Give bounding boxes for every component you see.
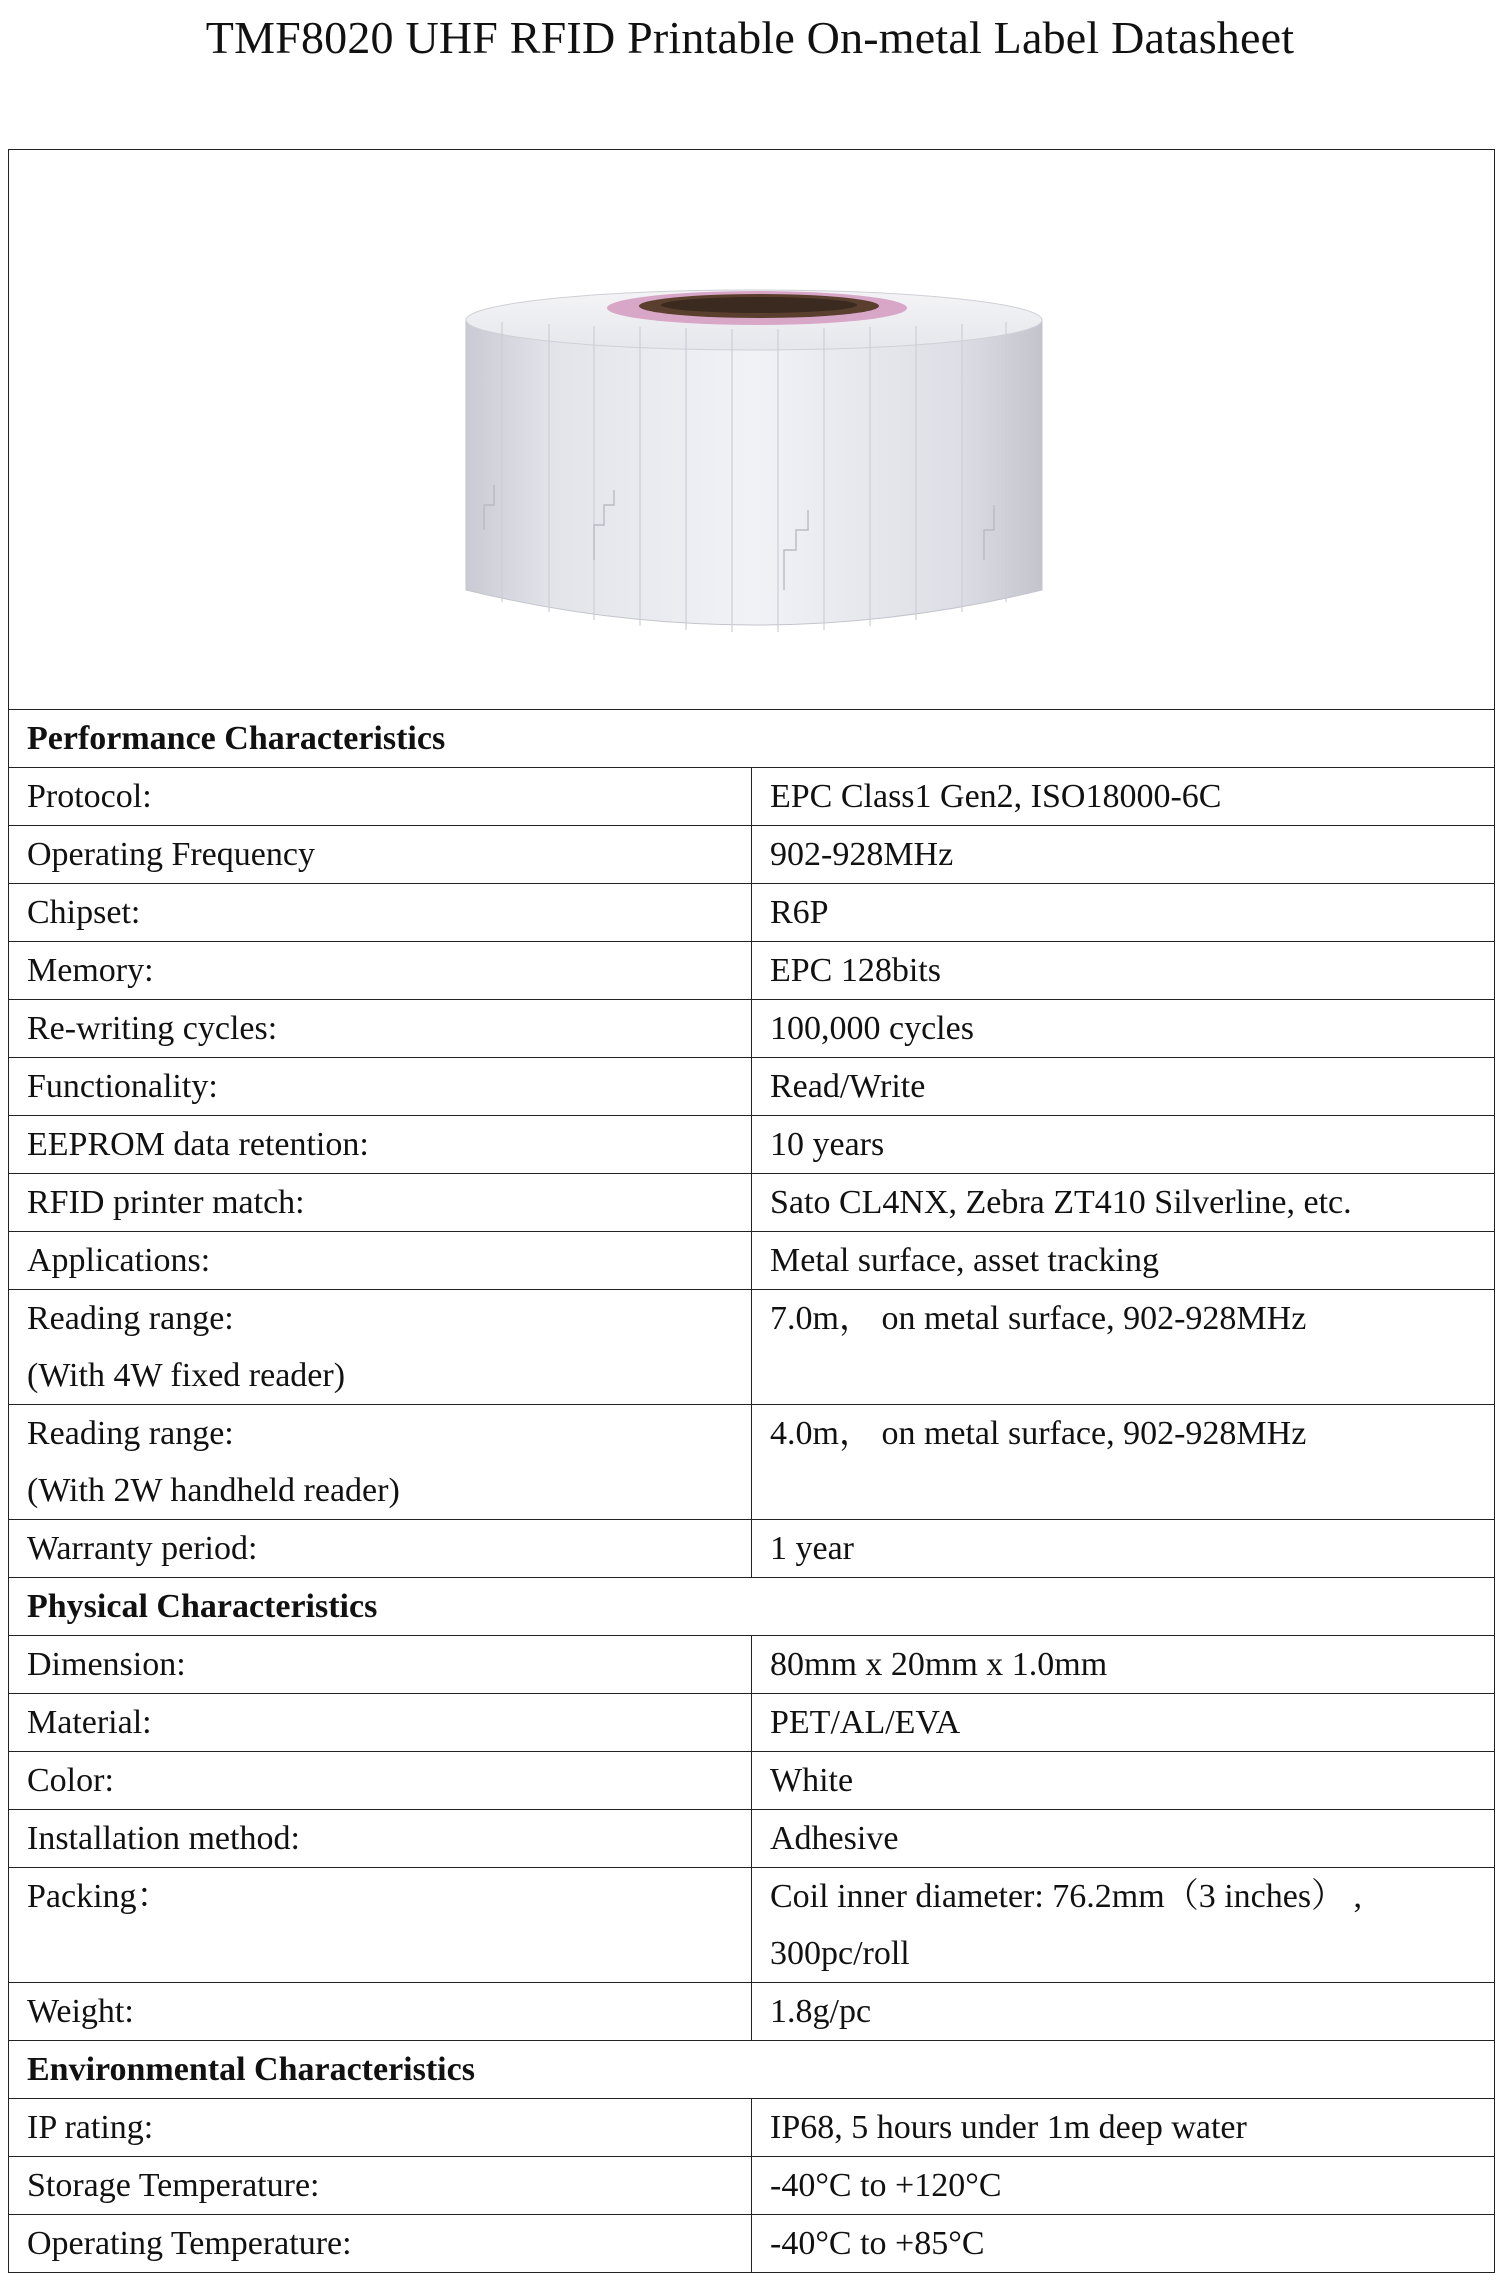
spec-value: IP68, 5 hours under 1m deep water: [752, 2099, 1495, 2157]
spec-label: [9, 1232, 752, 1290]
spec-label: [9, 1174, 752, 1232]
spec-value: R6P: [752, 884, 1495, 942]
spec-row: [9, 1868, 1495, 1983]
image-row: [9, 150, 1495, 710]
datasheet-table: [8, 149, 1495, 2273]
spec-row: [9, 1116, 1495, 1174]
spec-row: [9, 1694, 1495, 1752]
spec-label-line: Operating Temperature:: [27, 2225, 352, 2262]
spec-label-line: IP rating:: [27, 2109, 154, 2146]
spec-label-line: Re-writing cycles:: [27, 1010, 278, 1047]
spec-value: 10 years: [752, 1116, 1495, 1174]
spec-label-line: Dimension:: [27, 1646, 186, 1683]
spec-label: [9, 2215, 752, 2273]
spec-row: [9, 1232, 1495, 1290]
spec-row: [9, 1405, 1495, 1520]
section-heading: Performance Characteristics: [9, 710, 1495, 768]
section-heading: Physical Characteristics: [9, 1578, 1495, 1636]
spec-row: [9, 1983, 1495, 2041]
spec-label: [9, 1636, 752, 1694]
spec-value: 7.0m， on metal surface, 902-928MHz: [752, 1290, 1495, 1405]
spec-label-line: Weight:: [27, 1993, 134, 2030]
spec-value: Adhesive: [752, 1810, 1495, 1868]
spec-value: 80mm x 20mm x 1.0mm: [752, 1636, 1495, 1694]
spec-label-line: Packing：: [27, 1878, 171, 1915]
spec-label-line: Operating Frequency: [27, 836, 315, 873]
spec-label-line: Functionality:: [27, 1068, 218, 1105]
spec-row: [9, 1000, 1495, 1058]
spec-label: [9, 2157, 752, 2215]
spec-label-line: Warranty period:: [27, 1530, 258, 1567]
spec-label-line: Color:: [27, 1762, 114, 1799]
spec-label-line: Installation method:: [27, 1820, 300, 1857]
spec-value: PET/AL/EVA: [752, 1694, 1495, 1752]
spec-value: White: [752, 1752, 1495, 1810]
spec-value: Read/Write: [752, 1058, 1495, 1116]
spec-label-line: Reading range:: [27, 1300, 234, 1337]
spec-value: 1.8g/pc: [752, 1983, 1495, 2041]
spec-label-line: (With 2W handheld reader): [27, 1472, 400, 1509]
spec-label: [9, 1868, 752, 1983]
spec-label: [9, 1983, 752, 2041]
rfid-label-roll-image: [454, 260, 1054, 680]
spec-value: -40°C to +85°C: [752, 2215, 1495, 2273]
spec-label-line: Memory:: [27, 952, 154, 989]
spec-value: 4.0m， on metal surface, 902-928MHz: [752, 1405, 1495, 1520]
spec-label: [9, 1405, 752, 1520]
spec-label-line: Protocol:: [27, 778, 152, 815]
section-environmental-characteristics: [9, 2041, 1495, 2099]
spec-value: Metal surface, asset tracking: [752, 1232, 1495, 1290]
section-physical-characteristics: [9, 1578, 1495, 1636]
spec-label: [9, 884, 752, 942]
spec-row: [9, 884, 1495, 942]
spec-label-line: Storage Temperature:: [27, 2167, 320, 2204]
section-performance-characteristics: [9, 710, 1495, 768]
spec-label: [9, 2099, 752, 2157]
spec-label: [9, 1810, 752, 1868]
spec-value: 902-928MHz: [752, 826, 1495, 884]
spec-row: [9, 1290, 1495, 1405]
spec-value: EPC Class1 Gen2, ISO18000-6C: [752, 768, 1495, 826]
spec-row: [9, 942, 1495, 1000]
spec-row: [9, 1752, 1495, 1810]
spec-label: [9, 1520, 752, 1578]
spec-value: EPC 128bits: [752, 942, 1495, 1000]
spec-label-line: EEPROM data retention:: [27, 1126, 369, 1163]
spec-value: Sato CL4NX, Zebra ZT410 Silverline, etc.: [752, 1174, 1495, 1232]
spec-label: [9, 942, 752, 1000]
spec-row: [9, 2157, 1495, 2215]
page-title: TMF8020 UHF RFID Printable On-metal Label Datasheet: [205, 12, 1295, 63]
spec-row: [9, 1636, 1495, 1694]
spec-row: [9, 768, 1495, 826]
spec-label: [9, 1000, 752, 1058]
spec-label-line: Chipset:: [27, 894, 141, 931]
spec-label-line: RFID printer match:: [27, 1184, 305, 1221]
spec-label: [9, 1694, 752, 1752]
spec-row: [9, 1058, 1495, 1116]
spec-label: [9, 1116, 752, 1174]
spec-label-line: Reading range:: [27, 1415, 234, 1452]
spec-row: [9, 1810, 1495, 1868]
spec-row: [9, 826, 1495, 884]
spec-value: Coil inner diameter: 76.2mm（3 inches） , 300pc/roll: [752, 1868, 1495, 1983]
spec-row: [9, 1520, 1495, 1578]
spec-label: [9, 768, 752, 826]
image-cell: [9, 150, 1495, 710]
section-heading: Environmental Characteristics: [9, 2041, 1495, 2099]
spec-value: 1 year: [752, 1520, 1495, 1578]
spec-row: [9, 1174, 1495, 1232]
spec-label: [9, 1058, 752, 1116]
spec-label: [9, 1290, 752, 1405]
spec-value: 100,000 cycles: [752, 1000, 1495, 1058]
spec-row: [9, 2215, 1495, 2273]
spec-label-line: Applications:: [27, 1242, 211, 1279]
spec-label: [9, 1752, 752, 1810]
spec-value: -40°C to +120°C: [752, 2157, 1495, 2215]
spec-label-line: Material:: [27, 1704, 152, 1741]
spec-label-line: (With 4W fixed reader): [27, 1357, 346, 1394]
spec-row: [9, 2099, 1495, 2157]
spec-label: [9, 826, 752, 884]
